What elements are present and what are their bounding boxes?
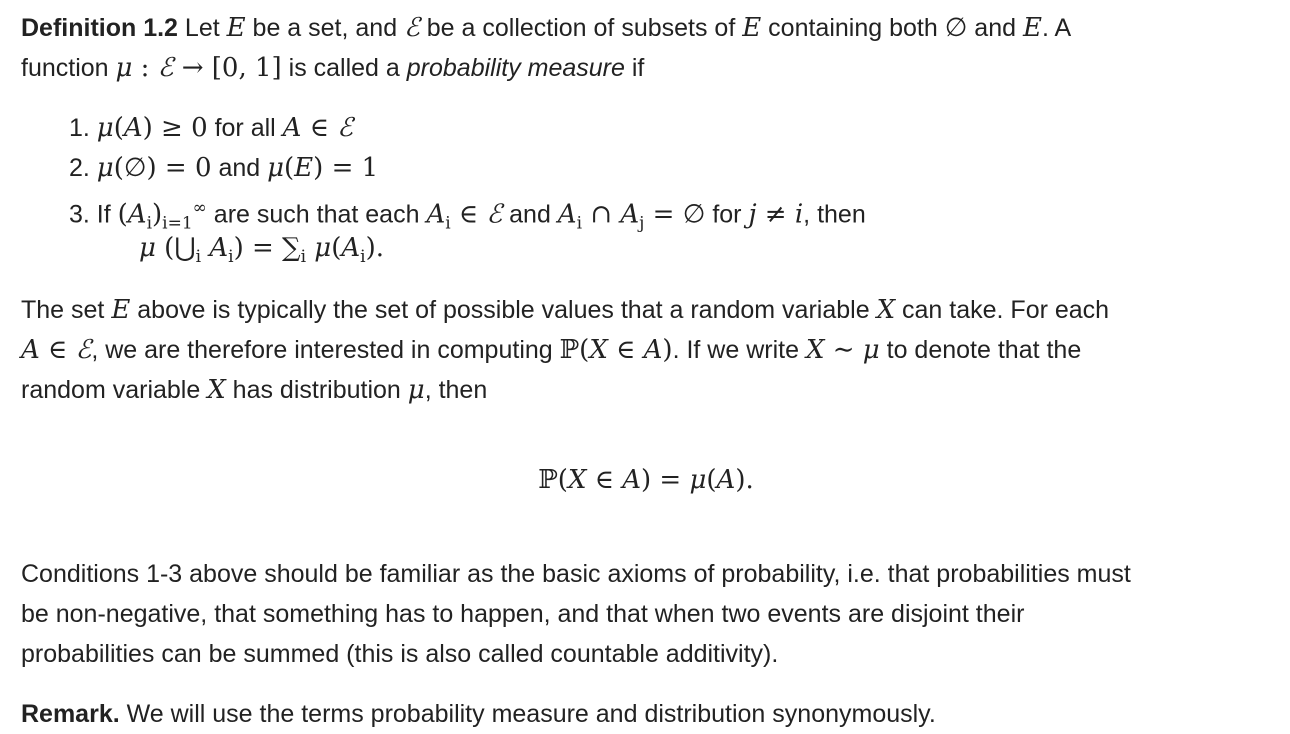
math-fragment: E (742, 13, 762, 43)
condition-item (69, 108, 1271, 148)
math-fragment: ℰ (404, 13, 420, 43)
math-fragment: ∞ (192, 198, 207, 218)
text-fragment: for all (207, 114, 283, 142)
text-fragment: 3. If (69, 200, 118, 229)
text-line (21, 370, 1271, 410)
text-fragment: , then (424, 376, 488, 404)
math-fragment: A (21, 335, 40, 365)
text-fragment: is called a (281, 54, 407, 82)
math-fragment: μ (407, 375, 425, 405)
math-fragment: μ (267, 153, 285, 183)
math-fragment: X (876, 295, 896, 325)
remark-text: We will use the terms probability measure and distribution synonymously. (119, 700, 936, 728)
text-fragment: to denote that the (879, 336, 1082, 364)
text-fragment: . If we write (672, 336, 806, 364)
math-fragment: i (195, 247, 202, 267)
math-fragment: A (127, 199, 147, 230)
math-fragment: X (567, 465, 587, 495)
math-fragment: μ (689, 465, 707, 495)
math-fragment: ℰ (157, 53, 174, 83)
math-fragment: ) = ∑ (233, 233, 301, 263)
math-fragment: A (341, 233, 361, 263)
math-fragment: A (123, 113, 143, 143)
math-fragment: A (620, 199, 640, 230)
text-fragment: be a collection of subsets of (419, 14, 743, 42)
math-fragment: A (557, 199, 577, 230)
math-fragment: ∈ (301, 113, 338, 143)
text-fragment: 1. (69, 114, 97, 142)
math-fragment: μ (306, 233, 332, 263)
math-fragment: j (639, 213, 645, 234)
math-fragment: ∈ (607, 335, 644, 365)
text-line: probabilities can be summed (this is also called countable additivity). (21, 640, 779, 668)
text-fragment: Definition 1.2 (21, 14, 178, 42)
math-fragment: ) (152, 199, 163, 230)
text-line: Conditions 1-3 above should be familiar as the basic axioms of probability, i.e. that probabilities must (21, 560, 1131, 588)
math-fragment: A (622, 465, 642, 495)
math-fragment: X (589, 335, 608, 365)
math-fragment: → [0, 1] (173, 53, 282, 83)
text-fragment: for (705, 200, 749, 229)
math-fragment: E (1022, 13, 1042, 43)
condition-item (69, 228, 1271, 268)
math-fragment: i (300, 247, 307, 267)
conditions-list (21, 108, 1271, 268)
condition-item (69, 188, 1271, 234)
paragraph-random-variable (21, 290, 1271, 410)
math-fragment: (⋃ (155, 233, 196, 263)
math-fragment: A (716, 465, 736, 495)
text-fragment: be a set, and (245, 14, 405, 42)
math-fragment: A (201, 233, 229, 263)
math-fragment: μ (115, 53, 133, 83)
text-fragment: containing both (761, 14, 945, 42)
math-fragment: ∈ (586, 465, 623, 495)
math-fragment: ). (365, 233, 385, 263)
text-fragment: and (502, 200, 558, 229)
text-line (21, 330, 1271, 370)
text-fragment: 2. (69, 154, 97, 182)
math-fragment: (∅) = 0 (113, 153, 212, 183)
math-fragment: ℙ( (538, 465, 568, 495)
text-line (21, 48, 1271, 88)
math-fragment: i (146, 213, 153, 234)
text-line (21, 8, 1271, 48)
math-fragment: ( (706, 465, 717, 495)
math-fragment: A (426, 199, 446, 230)
math-fragment: ) (662, 335, 673, 365)
math-fragment: : (132, 53, 158, 83)
math-fragment: ℰ (75, 335, 92, 365)
text-line: be non-negative, that something has to happen, and that when two events are disjoint their (21, 600, 1025, 628)
math-fragment: μ (139, 233, 156, 263)
math-fragment: E (226, 13, 246, 43)
math-fragment: i (228, 247, 234, 267)
text-fragment: if (624, 54, 645, 82)
text-fragment: are such that each (206, 200, 427, 229)
math-fragment: i=1 (162, 213, 193, 234)
math-fragment: ∅ (944, 13, 968, 43)
text-fragment: The set (21, 296, 112, 324)
math-fragment: i (360, 247, 366, 267)
remark-label: Remark. (21, 700, 120, 728)
math-fragment: E (294, 153, 314, 183)
math-fragment: μ (96, 153, 114, 183)
math-fragment: ∩ (582, 199, 621, 230)
math-fragment: j (748, 199, 757, 230)
math-fragment: X (805, 335, 825, 365)
text-line (21, 290, 1271, 330)
text-fragment: function (21, 54, 116, 82)
math-fragment: i (576, 213, 583, 234)
display-equation (21, 440, 1271, 520)
math-fragment: ∈ (450, 199, 487, 230)
math-fragment: ( (284, 153, 295, 183)
math-fragment: i (794, 199, 804, 230)
condition-item (69, 148, 1271, 188)
text-fragment: and (211, 154, 268, 182)
text-fragment: Let (177, 14, 227, 42)
math-fragment: A (282, 113, 302, 143)
math-fragment: X (207, 375, 226, 405)
text-fragment: can take. For each (895, 296, 1110, 324)
math-fragment: A (643, 335, 663, 365)
text-fragment: random variable (21, 376, 208, 404)
text-fragment: and (967, 14, 1023, 42)
math-fragment: ( (113, 113, 124, 143)
math-fragment: ℰ (337, 113, 353, 143)
math-fragment: ℙ( (559, 335, 590, 365)
math-fragment: μ (862, 335, 880, 365)
math-fragment: i (445, 213, 451, 234)
math-fragment: ) = (641, 465, 690, 495)
math-fragment: ≠ (756, 199, 795, 230)
math-fragment: ) ≥ 0 (142, 113, 208, 143)
math-fragment: E (111, 295, 131, 325)
text-fragment: , we are therefore interested in computing (91, 336, 560, 364)
math-fragment: ) = 1 (313, 153, 379, 183)
math-fragment: ℰ (486, 199, 503, 230)
text-fragment: above is typically the set of possible values that a random variable (130, 296, 877, 324)
math-fragment: μ (96, 113, 114, 143)
math-fragment: = ∅ (644, 199, 706, 230)
math-fragment: ( (117, 199, 128, 230)
definition-block (21, 8, 1271, 88)
math-fragment: ∈ (39, 335, 76, 365)
text-fragment: probability measure (406, 54, 625, 82)
text-fragment: . A (1041, 14, 1072, 42)
math-fragment: ∼ (824, 335, 863, 365)
text-fragment: , then (803, 200, 866, 229)
text-fragment: has distribution (225, 376, 408, 404)
math-fragment: ). (735, 465, 754, 495)
math-fragment: ( (331, 233, 342, 263)
remark (21, 694, 1271, 734)
paragraph-axioms (21, 554, 1271, 674)
